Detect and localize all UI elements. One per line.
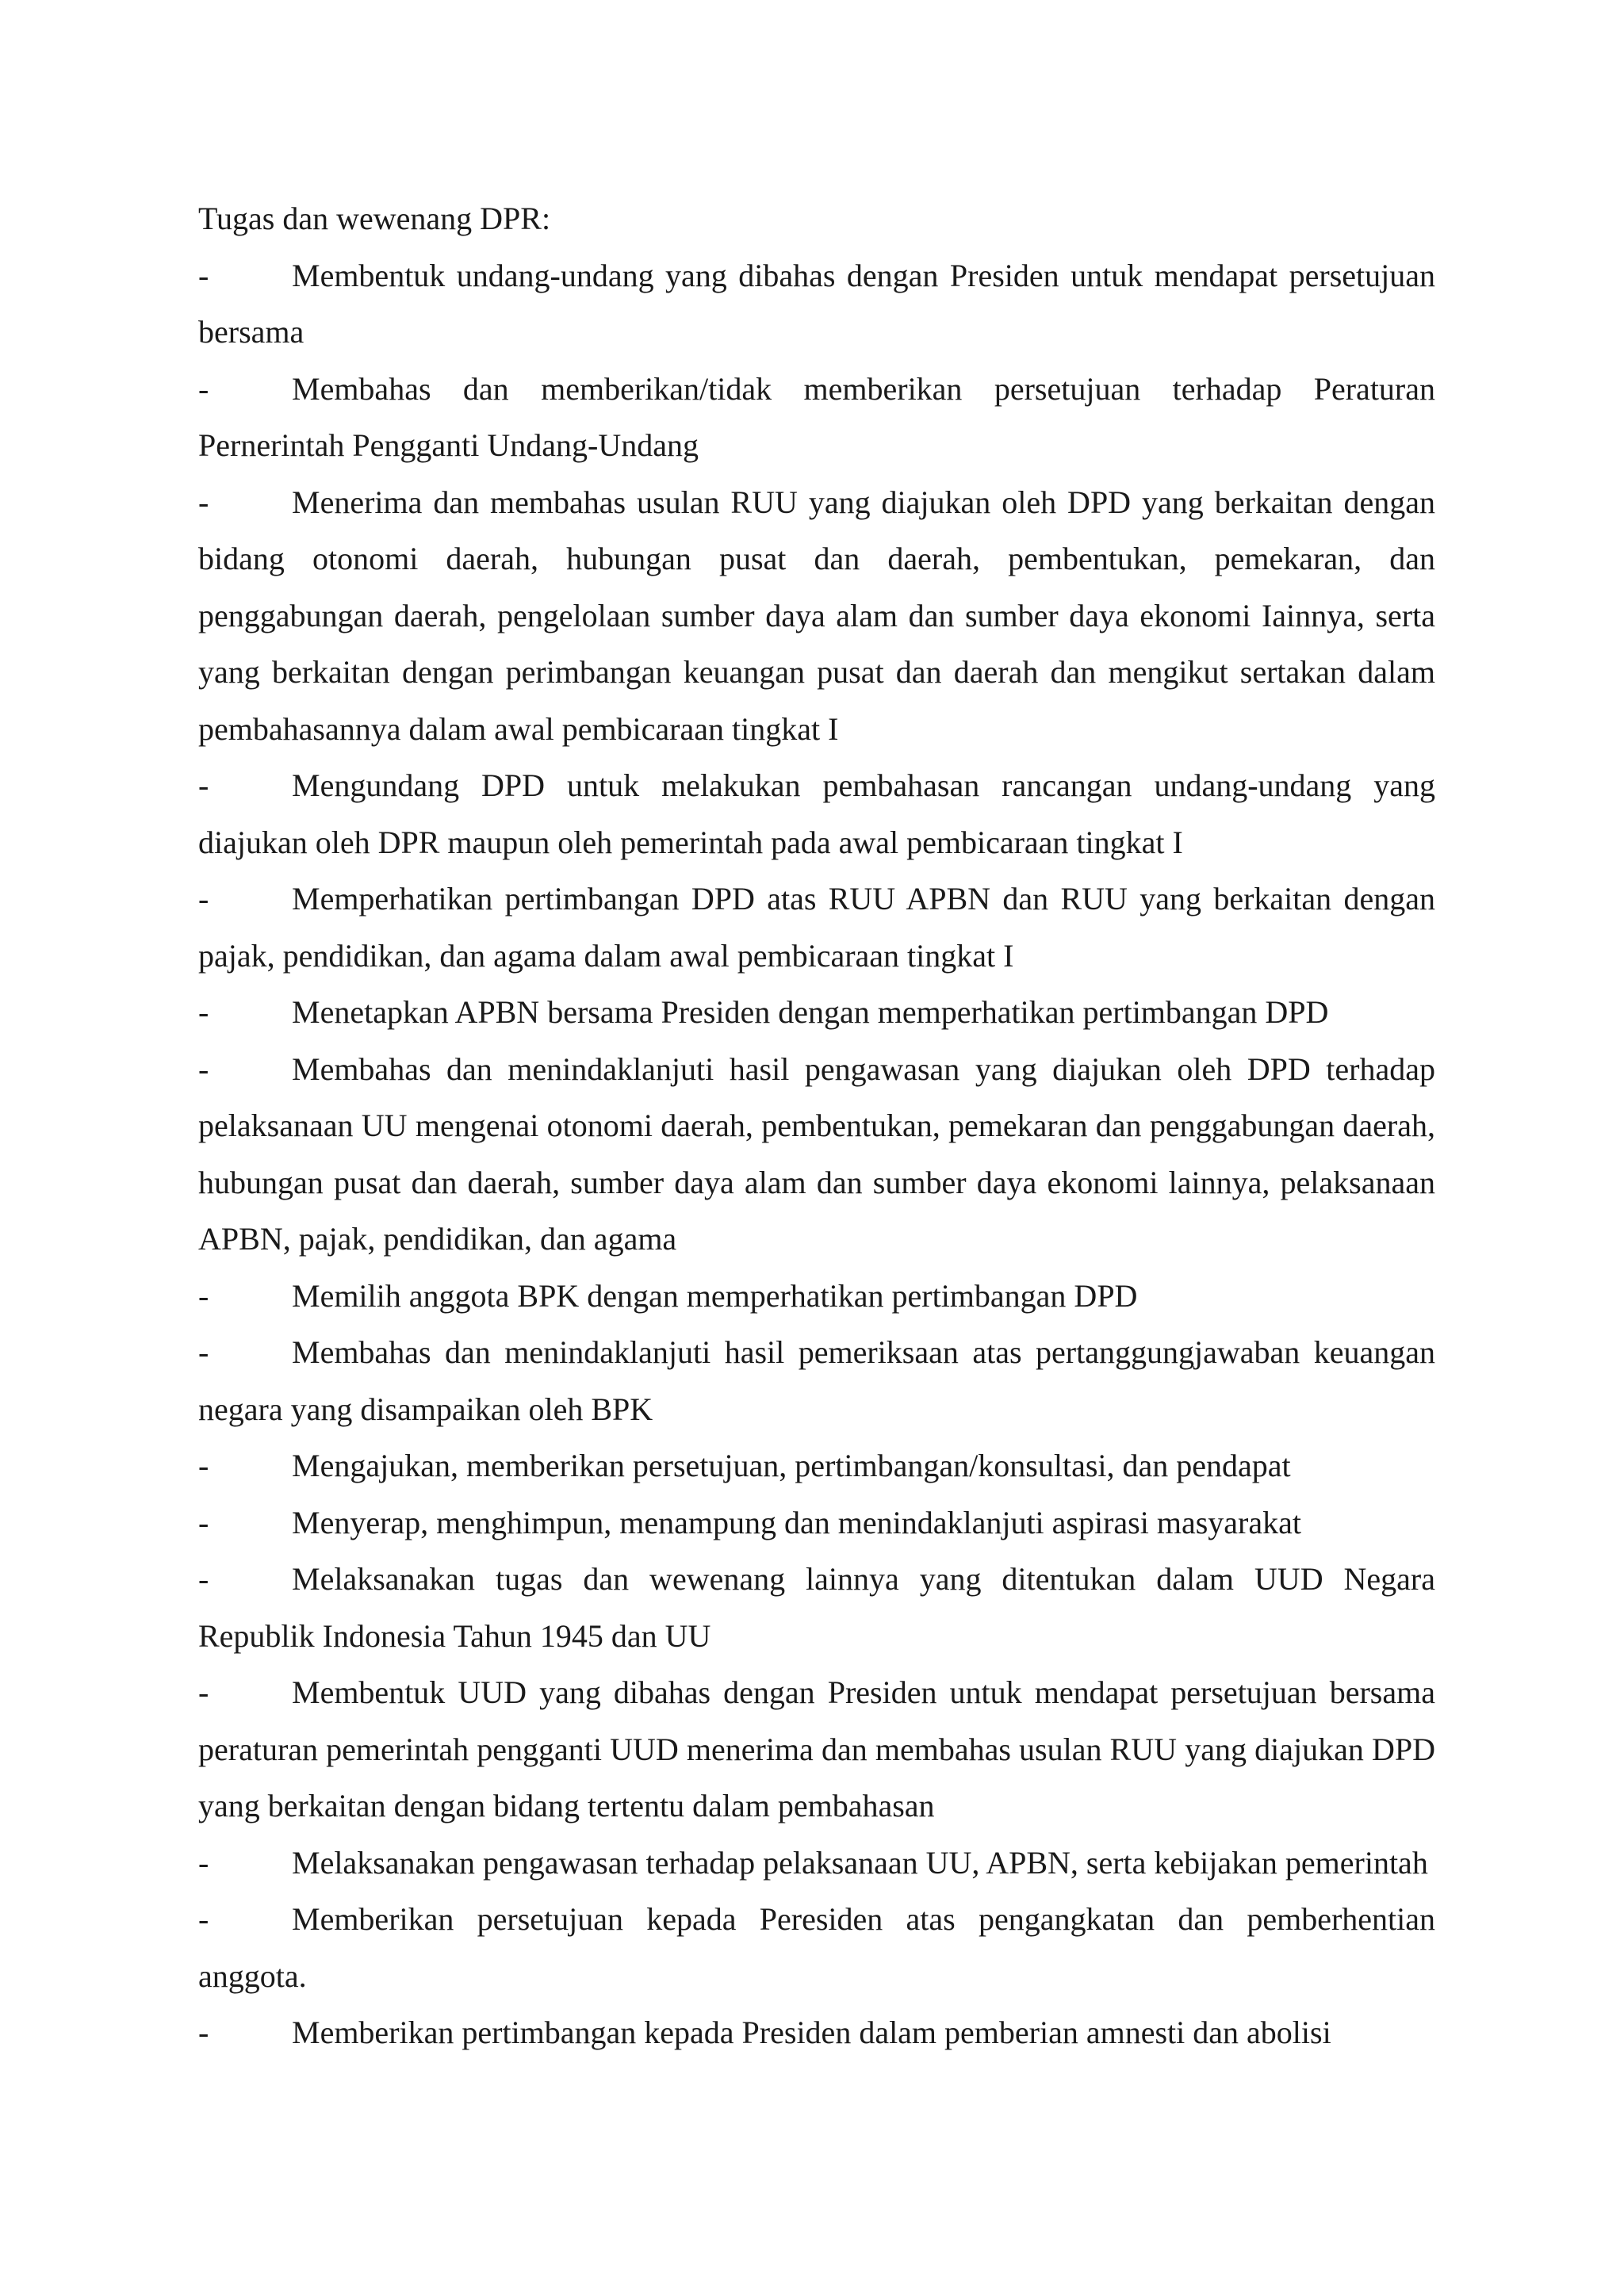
list-item-text: Melaksanakan pengawasan terhadap pelaksanaan UU, APBN, serta kebijakan pemerintah	[292, 1844, 1428, 1881]
list-item-text: Membahas dan menindaklanjuti hasil pengawasan yang diajukan oleh DPD terhadap pelaksanaan UU mengenai otonomi daerah, pembentukan, pemekaran dan penggabungan daerah, hubungan pusat dan daerah, sumber daya alam dan sumber daya ekonomi lainnya, pelaksanaan APBN, pajak, pendidikan, dan agama	[198, 1050, 1435, 1257]
bullet-dash: -	[198, 767, 209, 803]
bullet-dash: -	[198, 1504, 209, 1540]
list-item	[198, 1835, 1435, 1892]
list-item	[198, 1268, 1435, 1325]
list-item-text: Menyerap, menghimpun, menampung dan menindaklanjuti aspirasi masyarakat	[292, 1504, 1301, 1540]
list-item	[198, 247, 1435, 361]
list-item	[198, 1551, 1435, 1664]
bullet-dash: -	[198, 1844, 209, 1881]
list-item-text: Mengajukan, memberikan persetujuan, pertimbangan/konsultasi, dan pendapat	[292, 1448, 1291, 1483]
bullet-dash: -	[198, 257, 209, 293]
list-item-text: Memberikan persetujuan kepada Peresiden atas pengangkatan dan pemberhentian anggota.	[198, 1901, 1435, 1994]
list-item-text: Membentuk undang-undang yang dibahas dengan Presiden untuk mendapat persetujuan bersama	[198, 257, 1435, 350]
bullet-dash: -	[198, 1674, 209, 1710]
list-item-text: Memilih anggota BPK dengan memperhatikan pertimbangan DPD	[292, 1277, 1138, 1314]
list-item	[198, 361, 1435, 474]
list-item	[198, 1041, 1435, 1268]
list-item	[198, 984, 1435, 1041]
bullet-dash: -	[198, 1334, 209, 1370]
bullet-dash: -	[198, 881, 209, 916]
list-item	[198, 1324, 1435, 1437]
bullet-dash: -	[198, 1561, 209, 1597]
list-item-text: Membahas dan menindaklanjuti hasil pemeriksaan atas pertanggungjawaban keuangan negara yang disampaikan oleh BPK	[198, 1334, 1435, 1427]
list-item-text: Membahas dan memberikan/tidak memberikan persetujuan terhadap Peraturan Pernerintah Pengganti Undang-Undang	[198, 370, 1435, 463]
list-item-text: Memperhatikan pertimbangan DPD atas RUU APBN dan RUU yang berkaitan dengan pajak, pendidikan, dan agama dalam awal pembicaraan tingkat I	[198, 881, 1435, 974]
list-item	[198, 757, 1435, 871]
list-item-text: Menerima dan membahas usulan RUU yang diajukan oleh DPD yang berkaitan dengan bidang otonomi daerah, hubungan pusat dan daerah, pembentukan, pemekaran, dan penggabungan daerah, pengelolaan sumber daya alam dan sumber daya ekonomi Iainnya, serta yang berkaitan dengan perimbangan keuangan pusat dan daerah dan mengikut sertakan dalam pembahasannya dalam awal pembicaraan tingkat I	[198, 484, 1435, 747]
bullet-dash: -	[198, 1050, 209, 1087]
list-item	[198, 871, 1435, 984]
list-item	[198, 1891, 1435, 2004]
list-item	[198, 474, 1435, 758]
list-item	[198, 2004, 1435, 2061]
list-item	[198, 1494, 1435, 1552]
bullet-dash: -	[198, 370, 209, 407]
list-item-text: Melaksanakan tugas dan wewenang lainnya yang ditentukan dalam UUD Negara Republik Indonesia Tahun 1945 dan UU	[198, 1561, 1435, 1654]
document-body	[198, 190, 1435, 2061]
bullet-dash: -	[198, 994, 209, 1030]
bullet-dash: -	[198, 2015, 209, 2050]
list-item	[198, 1664, 1435, 1835]
list-item-text: Menetapkan APBN bersama Presiden dengan memperhatikan pertimbangan DPD	[292, 994, 1329, 1030]
bullet-dash: -	[198, 1901, 209, 1937]
list-item	[198, 1437, 1435, 1494]
list-item-text: Memberikan pertimbangan kepada Presiden dalam pemberian amnesti dan abolisi	[292, 2015, 1331, 2050]
section-heading: Tugas dan wewenang DPR:	[198, 201, 551, 236]
bullet-dash: -	[198, 484, 209, 520]
bullet-dash: -	[198, 1277, 209, 1314]
bullet-dash: -	[198, 1448, 209, 1483]
list-item-text: Membentuk UUD yang dibahas dengan Presiden untuk mendapat persetujuan bersama peraturan pemerintah pengganti UUD menerima dan membahas usulan RUU yang diajukan DPD yang berkaitan dengan bidang tertentu dalam pembahasan	[198, 1674, 1435, 1823]
list-item-text: Mengundang DPD untuk melakukan pembahasan rancangan undang-undang yang diajukan oleh DPR maupun oleh pemerintah pada awal pembicaraan tingkat I	[198, 767, 1435, 860]
